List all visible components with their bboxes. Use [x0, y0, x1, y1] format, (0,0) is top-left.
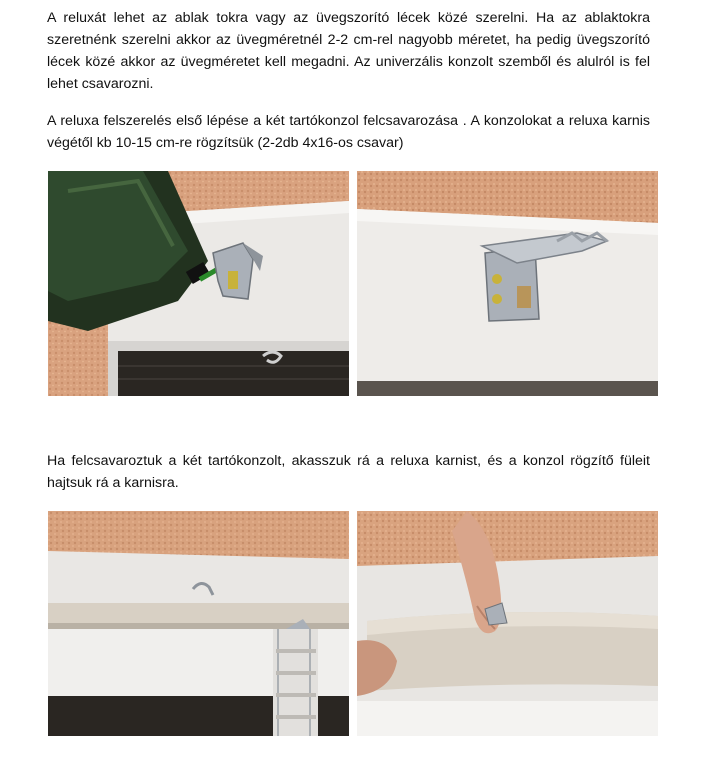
intro-paragraph: A reluxát lehet az ablak tokra vagy az üvegszorító lécek közé szerelni. Ha az ablaktokra szeretnénk szerelni akkor az üvegméretnél 2-2 cm-rel nagyobb méretet, ha pedig üvegszorító lécek közé akkor az üvegméretet kell megadni. Az univerzális konzolt szemből és alulról is fel lehet csavarozni.: [47, 10, 650, 92]
step-one-paragraph: A reluxa felszerelés első lépése a két tartókonzol felcsavarozása . A konzolokat a reluxa karnis végétől kb 10-15 cm-re rögzítsük (2-2db 4x16-os csavar): [47, 113, 650, 151]
photo-rail-hung: [48, 511, 349, 736]
photo-folding-tab: [357, 511, 658, 736]
photo-mounted-bracket: [357, 171, 658, 396]
photo-drilling-bracket: [48, 171, 349, 396]
step-two-paragraph: Ha felcsavaroztuk a két tartókonzolt, akasszuk rá a reluxa karnist, és a konzol rögzítő füleit hajtsuk rá a karnisra.: [47, 453, 650, 491]
